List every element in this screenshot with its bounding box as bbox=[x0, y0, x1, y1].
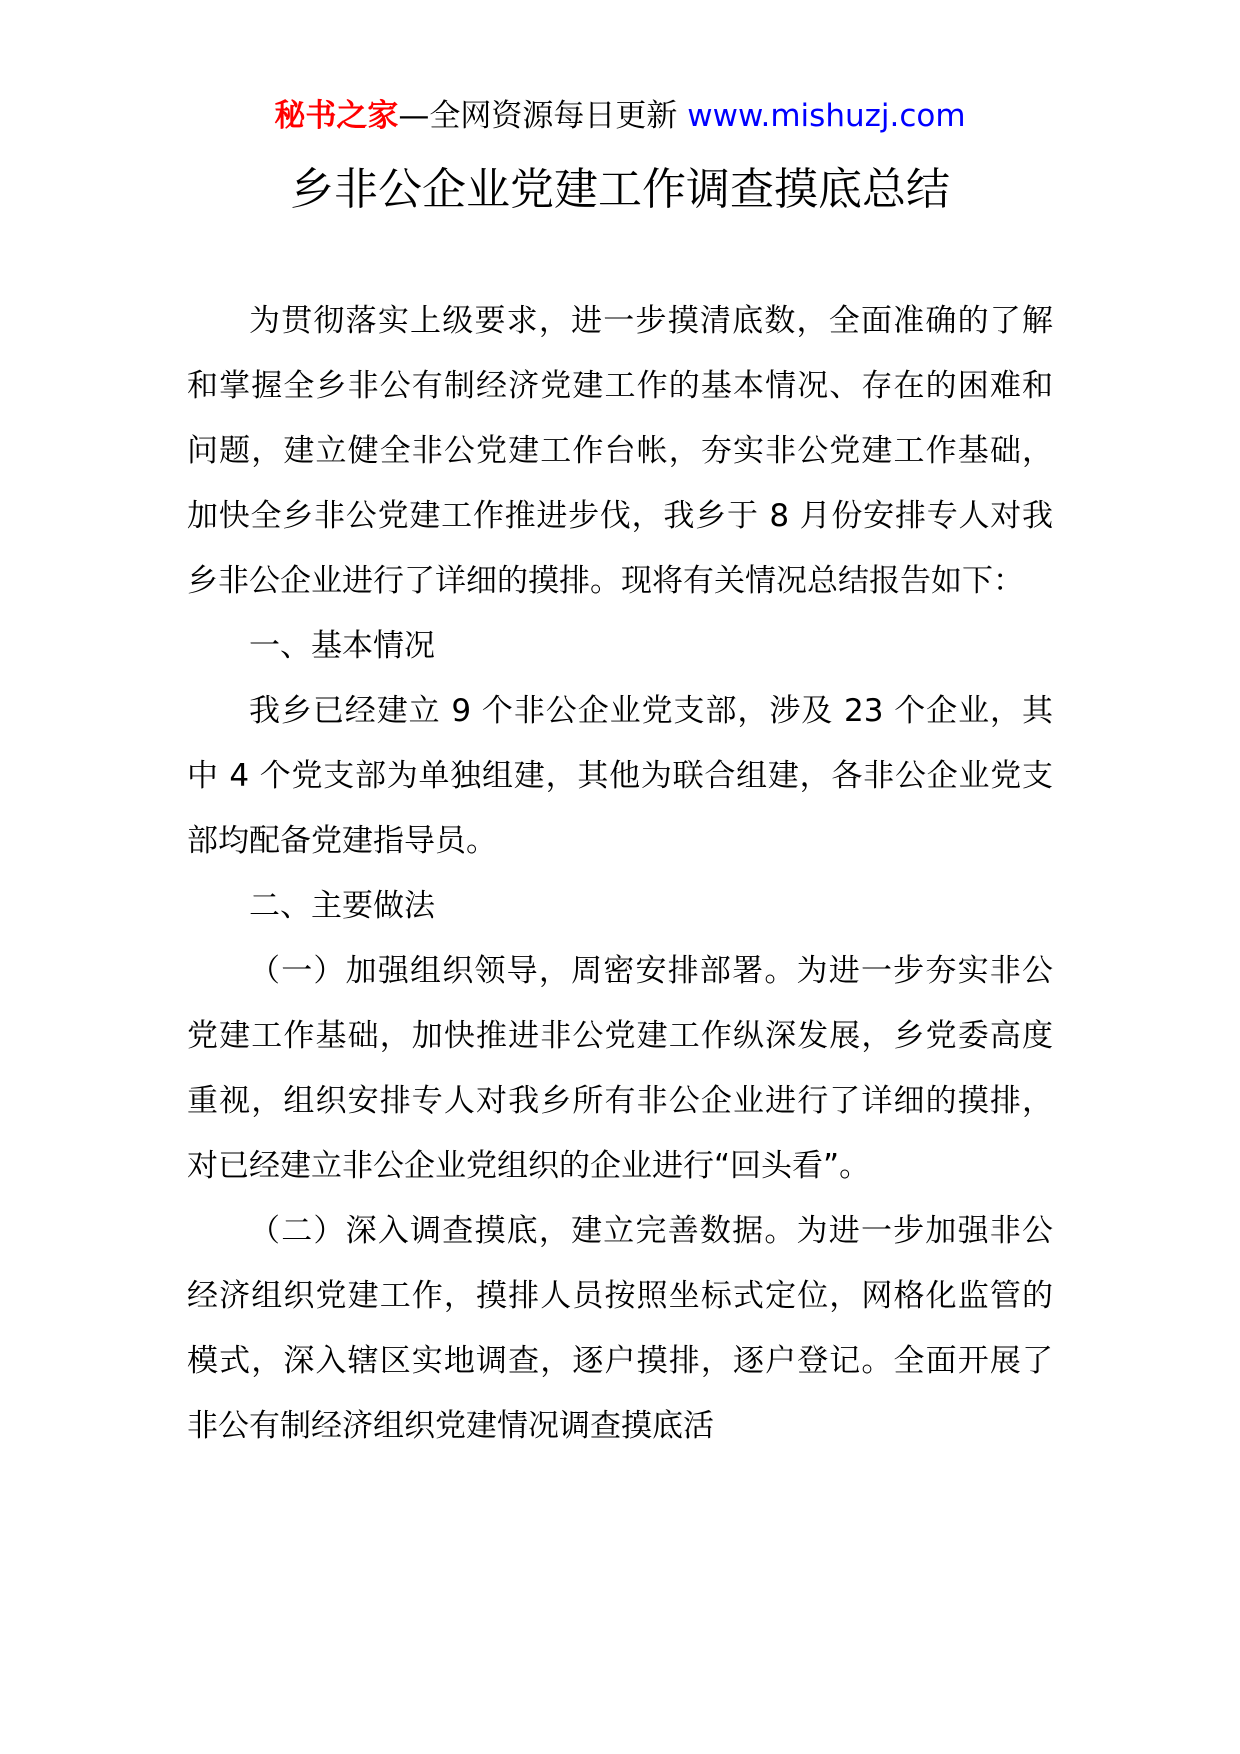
paragraph-intro: 为贯彻落实上级要求，进一步摸清底数，全面准确的了解和掌握全乡非公有制经济党建工作的基本情况、存在的困难和问题，建立健全非公党建工作台帐，夯实非公党建工作基础，加快全乡非公党建工作推进步伐，我乡于 8 月份安排专人对我乡非公企业进行了详细的摸排。现将有关情况总结报告如下： bbox=[187, 303, 1053, 599]
section-heading-main-practices: 二、主要做法 bbox=[249, 888, 435, 924]
site-header bbox=[0, 96, 1240, 136]
document-body bbox=[187, 289, 1053, 1459]
paragraph-basic-situation: 我乡已经建立 9 个非公企业党支部，涉及 23 个企业，其中 4 个党支部为单独组建，其他为联合组建，各非公企业党支部均配备党建指导员。 bbox=[187, 693, 1053, 859]
site-url-link[interactable]: www.mishuzj.com bbox=[687, 98, 966, 134]
section-heading-basic-situation: 一、基本情况 bbox=[249, 628, 435, 664]
document-title: 乡非公企业党建工作调查摸底总结 bbox=[290, 164, 950, 215]
site-brand: 秘书之家 bbox=[274, 98, 399, 134]
paragraph-practice-two: （二）深入调查摸底，建立完善数据。为进一步加强非公经济组织党建工作，摸排人员按照坐标式定位，网格化监管的模式，深入辖区实地调查，逐户摸排，逐户登记。全面开展了非公有制经济组织党建情况调查摸底活 bbox=[187, 1213, 1053, 1444]
site-tagline: —全网资源每日更新 bbox=[398, 98, 688, 134]
paragraph-practice-one: （一）加强组织领导，周密安排部署。为进一步夯实非公党建工作基础，加快推进非公党建工作纵深发展，乡党委高度重视，组织安排专人对我乡所有非公企业进行了详细的摸排，对已经建立非公企业党组织的企业进行“回头看”。 bbox=[187, 953, 1053, 1184]
